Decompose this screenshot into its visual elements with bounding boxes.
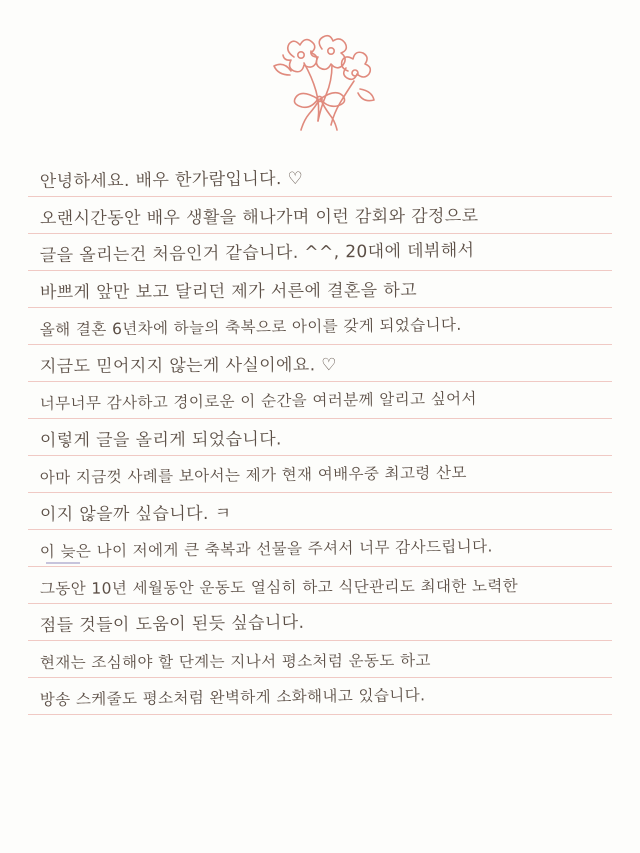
letter-line-text: 이렇게 글을 올리게 되었습니다. [39,429,282,452]
letter-line-text: 그동안 10년 세월동안 운동도 열심히 하고 식단관리도 최대한 노력한 [39,577,519,599]
letter-line-text: 글을 올리는건 처음인거 같습니다. ^^, 20대에 데뷔해서 [39,240,475,267]
letter-line [28,530,612,567]
letter-line [28,197,612,234]
letter-line [28,604,612,641]
letter-line-text: 아마 지금껏 사례를 보아서는 제가 현재 여배우중 최고령 산모 [39,463,467,488]
letter-line-text: 이지 않을까 싶습니다. ㅋ [39,503,232,525]
letter-line-text: 점들 것들이 도움이 된듯 싶습니다. [39,612,305,637]
letter-line [28,419,612,456]
letter-line-text: 올해 결혼 6년차에 하늘의 축복으로 아이를 갖게 되었습니다. [39,315,462,340]
letter-line [28,382,612,419]
underline-mark [46,562,80,564]
letter-line-text: 방송 스케줄도 평소처럼 완벽하게 소화해내고 있습니다. [39,686,426,710]
letter-body [28,160,612,820]
letter-line [28,493,612,530]
letter-line [28,345,612,382]
letter-line [28,456,612,493]
letter-line-text: 너무너무 감사하고 경이로운 이 순간을 여러분께 알리고 싶어서 [39,389,477,414]
letter-line-text: 지금도 믿어지지 않는게 사실이에요. ♡ [39,355,337,378]
flower-bouquet-drawing [0,24,640,144]
letter-line-text: 바쁘게 앞만 보고 달리던 제가 서른에 결혼을 하고 [39,280,418,304]
letter-line [28,567,612,604]
letter-line-text: 현재는 조심해야 할 단계는 지나서 평소처럼 운동도 하고 [39,651,431,673]
letter-line [28,308,612,345]
letter-line [28,160,612,197]
letter-line-text: 오랜시간동안 배우 생활을 해나가며 이런 감회와 감정으로 [39,206,479,230]
letter-line [28,641,612,678]
letter-line-text: 이 늦은 나이 저에게 큰 축복과 선물을 주셔서 너무 감사드립니다. [39,537,493,562]
letter-line [28,678,612,715]
letter-line [28,234,612,271]
letter-line-text: 안녕하세요. 배우 한가람입니다. ♡ [39,168,304,193]
letter-line [28,271,612,308]
